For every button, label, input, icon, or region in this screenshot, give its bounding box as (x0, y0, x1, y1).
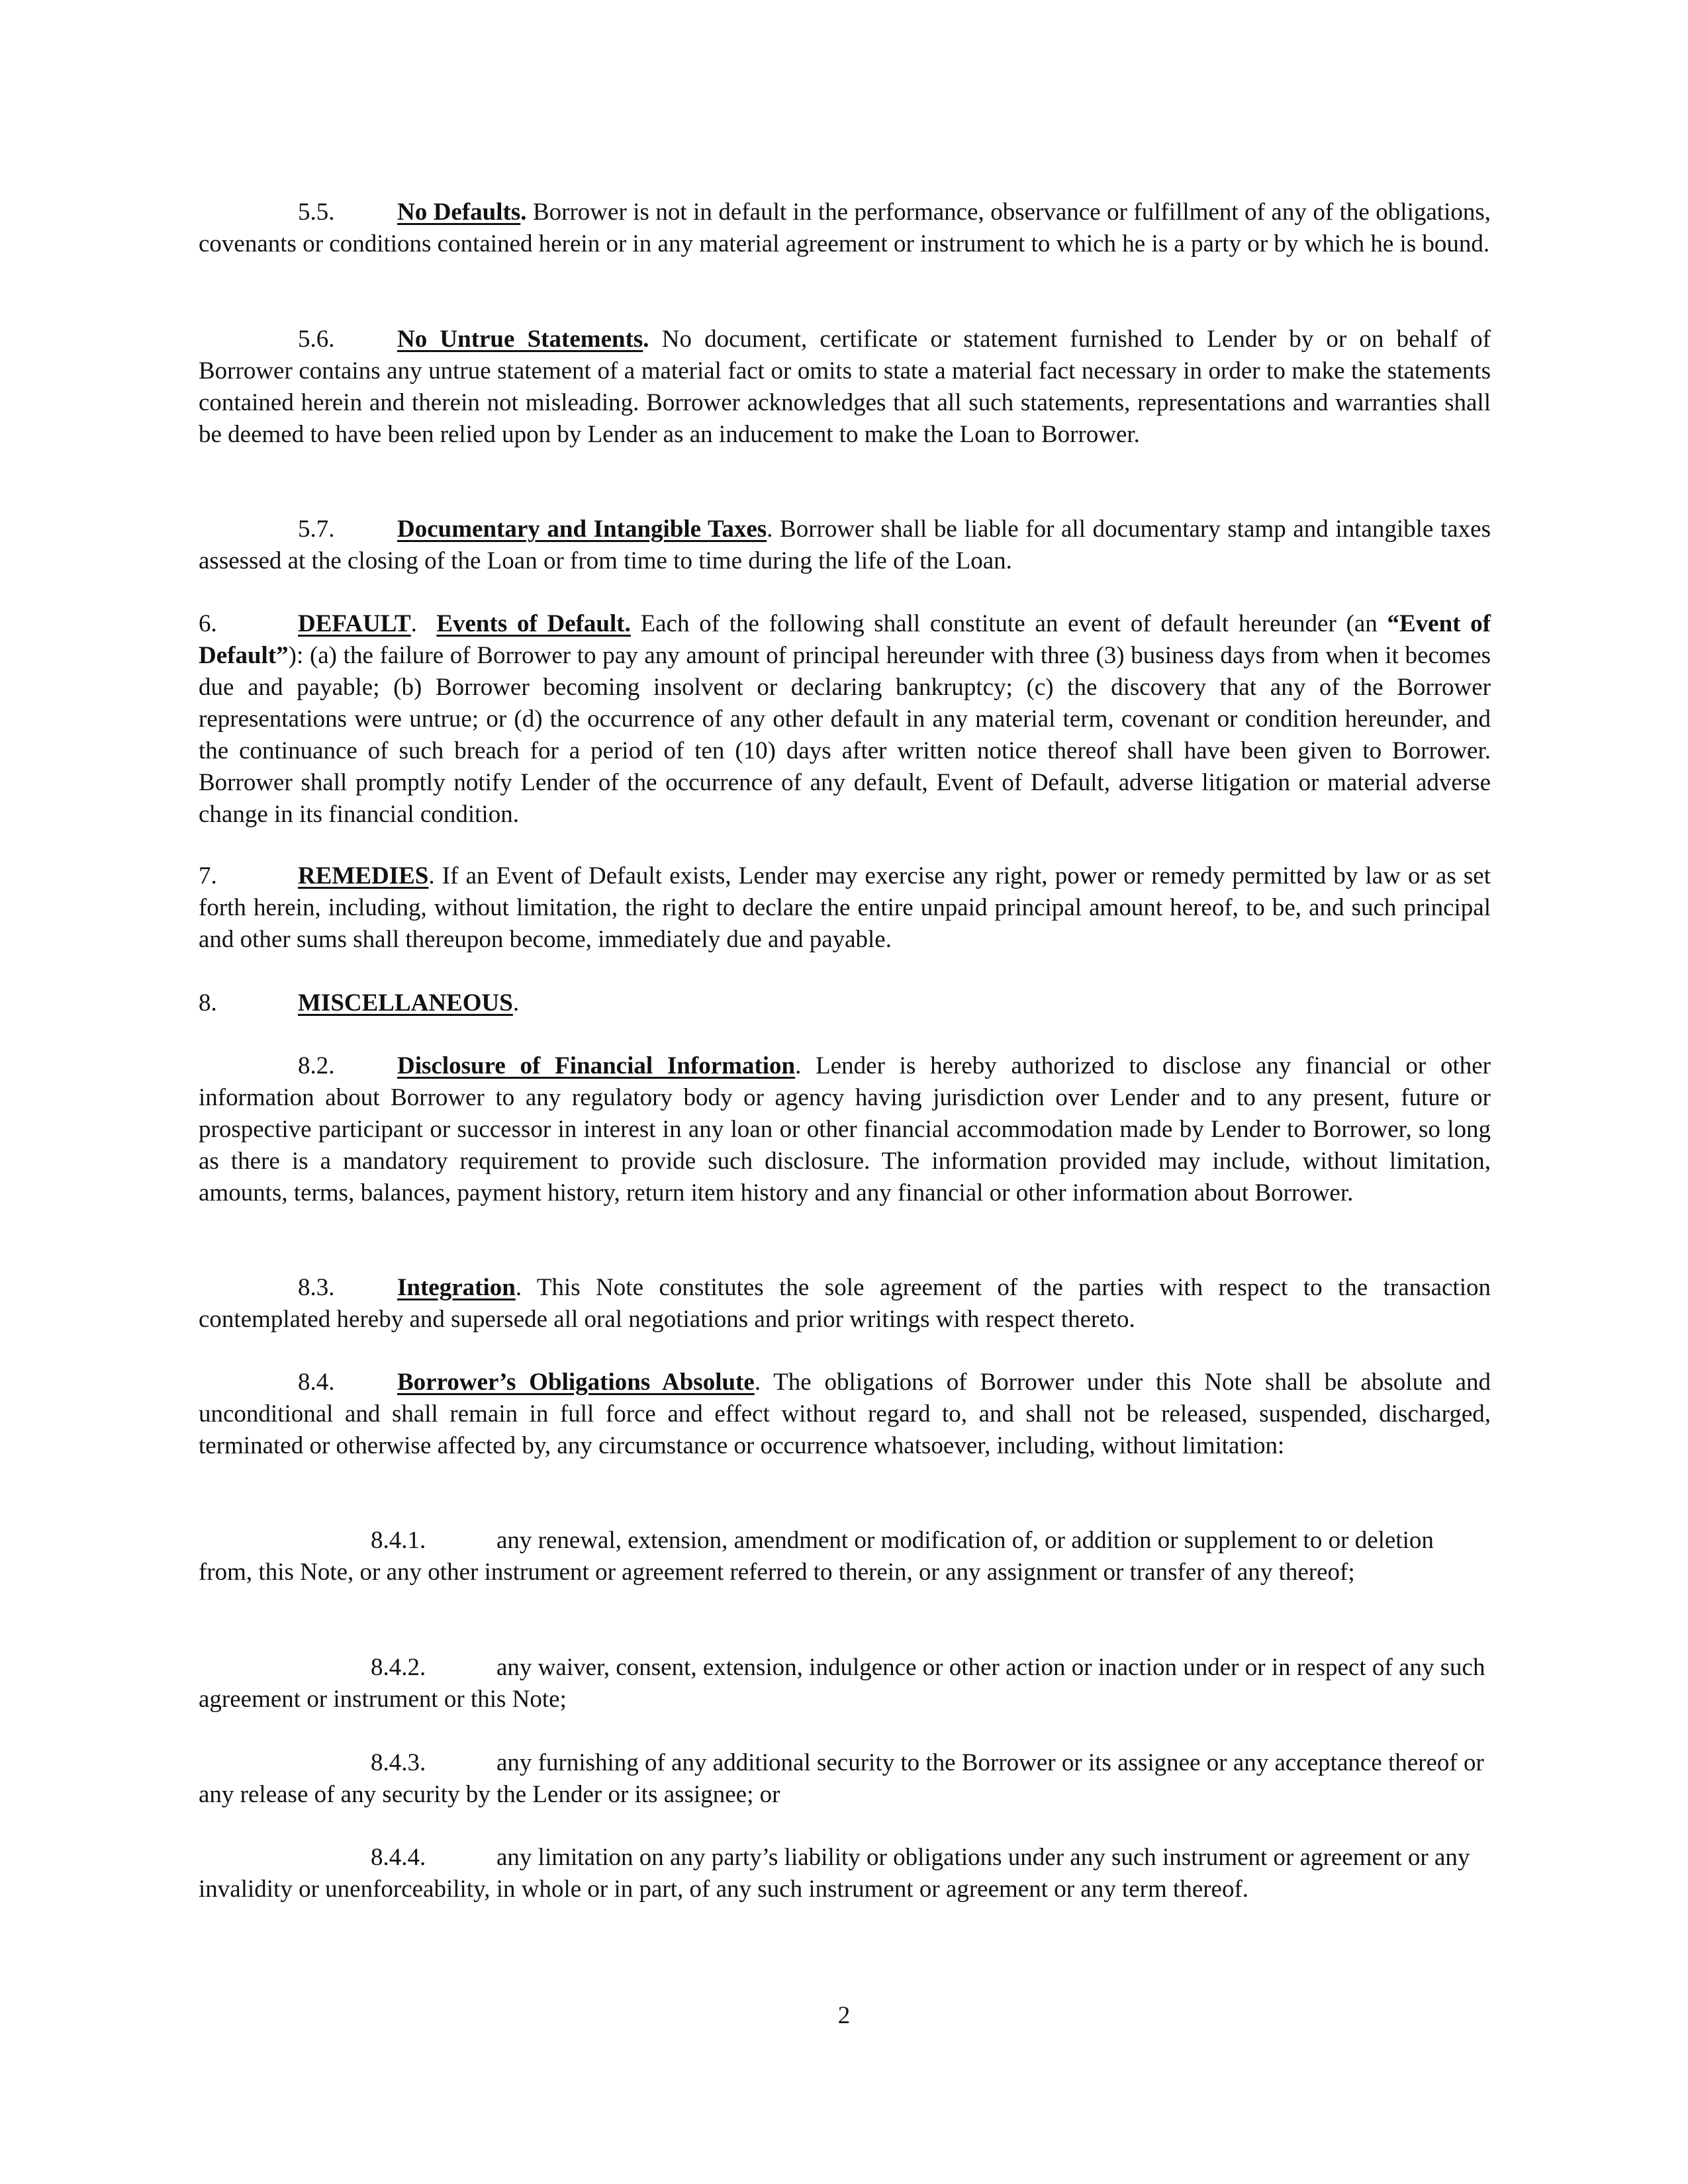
heading-punct: . (754, 1369, 761, 1396)
section-number: 7. (199, 862, 217, 889)
section-text: Lender is hereby authorized to disclose any financial or other information about Borrower to any regulatory body or agency having jurisdiction over Lender and to any present, future or prospective participant or successor in interest in any loan or other financial accommodation made by Lender to Borrower, so long as there is a mandatory requirement to provide such disclosure. The information provided may include, without limitation, amounts, terms, balances, payment history, return item history and any financial or other information about Borrower. (199, 1052, 1491, 1206)
section-number: 5.5. (298, 199, 335, 226)
section-number: 8.4.3. (371, 1749, 426, 1776)
section-8-2 (199, 1050, 1491, 1209)
heading-punct: . (520, 199, 527, 226)
section-text: This Note constitutes the sole agreement of the parties with respect to the transaction contemplated hereby and supersede all oral negotiations and prior writings with respect thereto. (199, 1274, 1491, 1333)
section-8-4-4 (199, 1842, 1491, 1905)
section-number: 8.3. (298, 1274, 335, 1301)
section-5-7 (199, 514, 1491, 577)
section-heading: MISCELLANEOUS (298, 989, 513, 1017)
section-heading: Integration (397, 1274, 516, 1301)
section-number: 8.4.4. (371, 1844, 426, 1871)
section-text: any furnishing of any additional security to the Borrower or its assignee or any acceptance thereof or any release of any security by the Lender or its assignee; or (199, 1749, 1484, 1808)
heading-punct: . (515, 1274, 522, 1301)
section-5-6 (199, 324, 1491, 451)
section-text: Borrower is not in default in the performance, observance or fulfillment of any of the obligations, covenants or conditions contained herein or in any material agreement or instrument to which he is a party or by which he is bound. (199, 199, 1491, 257)
section-number: 8. (199, 989, 217, 1017)
section-number: 8.2. (298, 1052, 335, 1079)
heading-punct: . (428, 862, 435, 889)
section-text: any renewal, extension, amendment or modification of, or addition or supplement to or deletion from, this Note, or any other instrument or agreement referred to therein, or any assignment or transfer of any thereof; (199, 1527, 1434, 1586)
section-heading: DEFAULT (298, 610, 411, 637)
section-8-4 (199, 1367, 1491, 1462)
heading-punct: . (410, 610, 417, 637)
section-number: 5.7. (298, 516, 335, 543)
section-8-3 (199, 1272, 1491, 1336)
section-7 (199, 860, 1491, 956)
section-number: 8.4.1. (371, 1527, 426, 1554)
heading-punct: . (643, 326, 649, 353)
section-number: 8.4.2. (371, 1654, 426, 1681)
section-number: 5.6. (298, 326, 335, 353)
section-text: No document, certificate or statement furnished to Lender by or on behalf of Borrower contains any untrue statement of a material fact or omits to state a material fact necessary in order to make the statements contained herein and therein not misleading. Borrower acknowledges that all such statements, representations and warranties shall be deemed to have been relied upon by Lender as an inducement to make the Loan to Borrower. (199, 326, 1491, 448)
heading-punct: . (795, 1052, 802, 1079)
section-text: If an Event of Default exists, Lender may exercise any right, power or remedy permitted by law or as set forth herein, including, without limitation, the right to declare the entire unpaid principal amount hereof, to be, and such principal and other sums shall thereupon become, immediately due and payable. (199, 862, 1491, 953)
section-8-4-1 (199, 1525, 1491, 1588)
defined-term: “Event of Default” (199, 610, 1491, 669)
heading-punct: . (767, 516, 773, 543)
heading-punct: . (512, 989, 520, 1017)
section-heading: No Defaults (397, 199, 521, 226)
section-text: any waiver, consent, extension, indulgence or other action or inaction under or in respect of any such agreement or instrument or this Note; (199, 1654, 1485, 1713)
section-8-4-3 (199, 1747, 1491, 1811)
section-text: Borrower shall be liable for all documentary stamp and intangible taxes assessed at the closing of the Loan or from time to time during the life of the Loan. (199, 516, 1491, 574)
section-number: 8.4. (298, 1369, 335, 1396)
section-number: 6. (199, 610, 217, 637)
section-text: The obligations of Borrower under this Note shall be absolute and unconditional and shall remain in full force and effect without regard to, and shall not be released, suspended, discharged, terminated or otherwise affected by, any circumstance or occurrence whatsoever, including, without limitation: (199, 1369, 1491, 1459)
section-6 (199, 608, 1491, 831)
section-heading: Documentary and Intangible Taxes (397, 516, 767, 543)
page-number: 2 (837, 2002, 851, 2029)
section-text-b: ): (a) the failure of Borrower to pay any amount of principal hereunder with three (3) business days from when it becomes due and payable; (b) Borrower becoming insolvent or declaring bankruptcy; (c) the discovery that any of the Borrower representations were untrue; or (d) the occurrence of any other default in any material term, covenant or condition hereunder, and the continuance of such breach for a period of ten (10) days after written notice thereof shall have been given to Borrower. Borrower shall promptly notify Lender of the occurrence of any default, Event of Default, adverse litigation or material adverse change in its financial condition. (199, 642, 1491, 828)
section-heading: Borrower’s Obligations Absolute (397, 1369, 755, 1396)
section-heading: No Untrue Statements (397, 326, 643, 353)
section-5-5 (199, 197, 1491, 260)
section-text-a: Each of the following shall constitute an event of default hereunder (an (630, 610, 1387, 637)
section-subheading: Events of Default. (436, 610, 631, 637)
section-text: any limitation on any party’s liability or obligations under any such instrument or agreement or any invalidity or unenforceability, in whole or in part, of any such instrument or agreement or any term thereof. (199, 1844, 1470, 1903)
section-8 (199, 987, 1491, 1019)
section-8-4-2 (199, 1652, 1491, 1715)
section-heading: REMEDIES (298, 862, 429, 889)
section-heading: Disclosure of Financial Information (397, 1052, 796, 1079)
